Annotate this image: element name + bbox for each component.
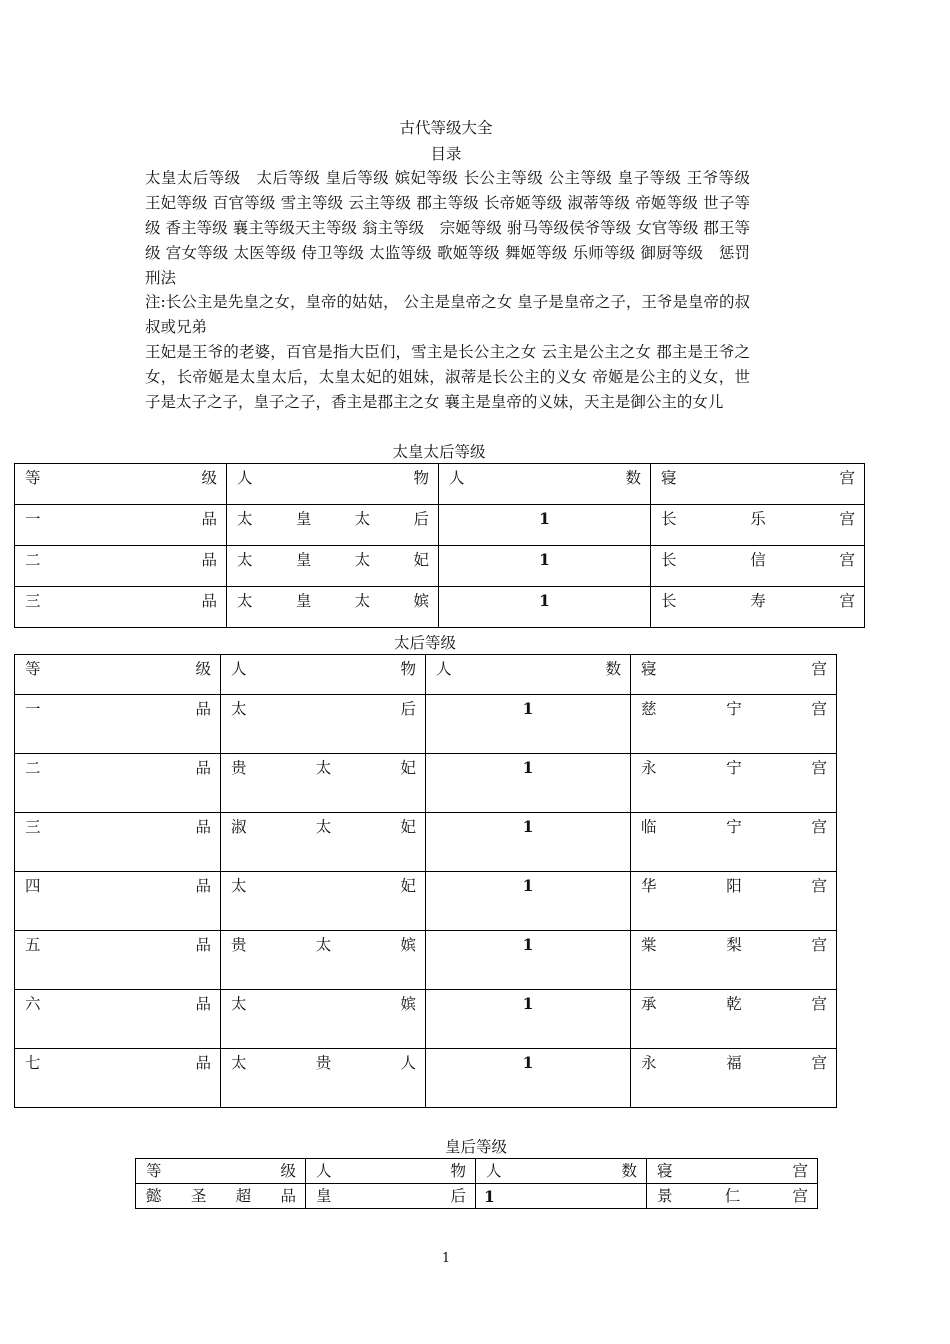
cell-text [227,546,438,570]
page-title: 古代等级大全 [399,119,493,137]
cell-text [651,587,864,611]
cell-char: 品 [195,877,211,895]
header-cell [651,464,865,505]
title-cell [227,587,439,628]
cell-char: 品 [195,759,211,777]
count-cell [426,695,631,754]
cell-char: 宫 [839,592,855,610]
cell-char: 太 [231,700,247,718]
header-cell [306,1159,476,1184]
cell-text [221,990,425,1014]
header-cell [631,655,837,695]
header-cell [426,655,631,695]
cell-char: 太 [354,510,371,528]
cell-text [631,990,836,1014]
table-header-row [15,655,837,695]
count-value: 1 [522,876,534,895]
cell-char: 承 [641,995,657,1013]
cell-char: 品 [201,551,217,569]
table-grand-empress-dowager [14,463,865,628]
cell-text [221,655,425,679]
header-cell [476,1159,647,1184]
palace-cell [631,813,837,872]
table-header-row [15,464,865,505]
cell-char: 超 [235,1187,252,1205]
cell-char: 嫔 [400,995,416,1013]
cell-char: 物 [400,660,416,678]
count-cell [426,1049,631,1108]
cell-char: 宁 [726,759,742,777]
cell-char: 品 [195,995,211,1013]
cell-text [15,655,220,679]
cell-char: 皇 [295,592,312,610]
cell-char: 永 [641,1054,657,1072]
cell-char: 宫 [811,660,827,678]
cell-char: 六 [25,995,41,1013]
title-cell [306,1184,476,1209]
header-cell [136,1159,306,1184]
cell-text [221,754,425,778]
table-row [136,1184,818,1209]
cell-char: 宁 [726,818,742,836]
table-row [15,695,837,754]
cell-char: 慈 [641,700,657,718]
cell-char: 宫 [792,1162,808,1180]
table-header-row [136,1159,818,1184]
cell-char: 宫 [792,1187,808,1205]
rank-cell [15,990,221,1049]
cell-char: 数 [621,1162,637,1180]
header-cell [647,1159,818,1184]
cell-char: 圣 [190,1187,207,1205]
table-row [15,931,837,990]
table-row [15,813,837,872]
cell-text [631,1049,836,1073]
cell-char: 太 [354,551,371,569]
cell-char: 等 [25,469,41,487]
note-paragraph-2: 王妃是王爷的老婆，百官是指大臣们，雪主是长公主之女 云主是公主之女 郡主是王爷之女，长帝姬是太皇太后，太皇太妃的姐妹，淑蒂是长公主的义女 帝姬是公主的义女，世子是太子之子，皇子之子，香主是郡主之女 襄主是皇帝的义妹，天主是御公主的女儿 [145,343,750,411]
cell-char: 物 [413,469,429,487]
cell-char: 信 [750,551,766,569]
cell-char: 后 [400,700,416,718]
cell-char: 太 [237,592,253,610]
cell-char: 宫 [811,700,827,718]
count-value: 1 [522,758,534,777]
cell-char: 一 [25,700,41,718]
cell-char: 宫 [811,995,827,1013]
cell-char: 皇 [295,551,312,569]
palace-cell [631,754,837,813]
cell-char: 宫 [839,510,855,528]
table-empress-dowager [14,654,837,1108]
cell-char: 品 [195,700,211,718]
cell-char: 宫 [839,551,855,569]
cell-char: 太 [237,510,253,528]
cell-char: 皇 [295,510,312,528]
cell-char: 宫 [811,759,827,777]
palace-cell [631,695,837,754]
table-empress [135,1158,818,1209]
count-cell [439,587,651,628]
cell-char: 淑 [231,818,247,836]
count-value: 1 [539,509,550,528]
table-row [15,546,865,587]
cell-char: 太 [231,877,247,895]
cell-text [15,464,226,488]
cell-text [647,1159,817,1181]
toc-body: 太皇太后等级 太后等级 皇后等级 嫔妃等级 长公主等级 公主等级 皇子等级 王爷等级 王妃等级 百官等级 雪主等级 云主等级 郡主等级 长帝姬等级 淑蒂等级 帝姬等级 世子等级 香主等级 襄主等级天主等级 翁主等级 宗姬等级 驸马等级侯爷等级 女官等级 郡王等级 宫女等级 太医等级 侍卫等级 太监等级 歌姬等级 舞姬等级 乐师等级 御厨等级 惩罚刑法 [145,169,750,287]
cell-char: 四 [25,877,41,895]
cell-char: 人 [316,1162,332,1180]
cell-char: 梨 [726,936,742,954]
table-row [15,754,837,813]
cell-char: 福 [726,1054,742,1072]
palace-cell [651,546,865,587]
cell-char: 品 [280,1187,296,1205]
cell-text [136,1184,305,1206]
cell-char: 皇 [316,1187,332,1205]
header-cell [439,464,651,505]
cell-char: 七 [25,1054,41,1072]
count-value: 1 [522,935,534,954]
cell-text [221,695,425,719]
count-value: 1 [539,550,550,569]
cell-char: 华 [641,877,657,895]
rank-cell [15,587,227,628]
cell-char: 太 [231,1054,247,1072]
cell-text [15,990,220,1014]
cell-char: 太 [315,759,332,777]
table-row [15,1049,837,1108]
header-cell [15,655,221,695]
cell-char: 级 [195,660,211,678]
cell-text [631,655,836,679]
palace-cell [647,1184,818,1209]
title-cell [221,872,426,931]
cell-text [306,1159,475,1181]
cell-text [221,1049,425,1073]
title-cell [221,990,426,1049]
cell-char: 太 [354,592,371,610]
cell-char: 太 [315,936,332,954]
header-cell [227,464,439,505]
cell-char: 后 [413,510,429,528]
cell-text [651,546,864,570]
section-title-grand-empress-dowager: 太皇太后等级 [392,443,486,461]
cell-char: 嫔 [400,936,416,954]
cell-char: 妃 [400,759,416,777]
rank-cell [15,505,227,546]
cell-char: 临 [641,818,657,836]
cell-text [15,872,220,896]
cell-char: 寿 [750,592,766,610]
cell-char: 长 [661,551,677,569]
cell-char: 品 [195,1054,211,1072]
cell-text [647,1184,817,1206]
title-cell [221,931,426,990]
cell-char: 妃 [413,551,429,569]
cell-char: 宫 [811,877,827,895]
note-paragraph-1: 注:长公主是先皇之女，皇帝的姑姑， 公主是皇帝之女 皇子是皇帝之子，王爷是皇帝的叔叔或兄弟 [145,293,750,336]
cell-text [631,813,836,837]
cell-char: 贵 [231,936,247,954]
cell-char: 妃 [400,877,416,895]
cell-char: 仁 [724,1187,741,1205]
cell-text [227,464,438,488]
cell-char: 贵 [231,759,247,777]
section-title-empress-dowager: 太后等级 [393,634,456,652]
cell-text [15,505,226,529]
count-cell [439,546,651,587]
count-cell [426,872,631,931]
rank-cell [15,1049,221,1108]
cell-text [221,931,425,955]
header-cell [15,464,227,505]
title-cell [221,1049,426,1108]
cell-char: 物 [450,1162,466,1180]
rank-cell [136,1184,306,1209]
cell-char: 懿 [146,1187,162,1205]
cell-text [631,872,836,896]
cell-char: 一 [25,510,41,528]
cell-text [221,872,425,896]
palace-cell [651,505,865,546]
cell-char: 人 [486,1162,502,1180]
cell-text [15,931,220,955]
count-value: 1 [522,817,534,836]
cell-text [631,931,836,955]
cell-char: 阳 [726,877,742,895]
title-cell [227,546,439,587]
rank-cell [15,546,227,587]
count-cell [426,813,631,872]
palace-cell [631,872,837,931]
cell-text [306,1184,475,1206]
count-cell [426,931,631,990]
cell-char: 后 [450,1187,466,1205]
cell-char: 五 [25,936,41,954]
table-row [15,872,837,931]
rank-cell [15,931,221,990]
cell-char: 寝 [657,1162,673,1180]
cell-char: 长 [661,592,677,610]
cell-text [227,587,438,611]
cell-char: 宫 [811,818,827,836]
count-value: 1 [522,994,534,1013]
cell-char: 品 [201,510,217,528]
rank-cell [15,872,221,931]
cell-char: 品 [201,592,217,610]
count-value: 1 [539,591,550,610]
cell-text [15,1049,220,1073]
cell-text [631,695,836,719]
cell-char: 太 [231,995,247,1013]
table-row [15,505,865,546]
header-cell [221,655,426,695]
cell-char: 人 [436,660,452,678]
cell-text [15,587,226,611]
cell-char: 品 [195,818,211,836]
cell-text [15,813,220,837]
count-value: 1 [522,1053,534,1072]
cell-char: 贵 [315,1054,332,1072]
cell-text [631,754,836,778]
cell-char: 宫 [811,1054,827,1072]
cell-text [651,464,864,488]
table-row [15,587,865,628]
cell-text [136,1159,305,1181]
cell-text [439,464,650,488]
palace-cell [651,587,865,628]
title-cell [221,813,426,872]
cell-char: 人 [237,469,253,487]
cell-char: 三 [25,592,41,610]
cell-char: 二 [25,759,41,777]
palace-cell [631,931,837,990]
cell-char: 太 [315,818,332,836]
title-cell [221,754,426,813]
count-cell [476,1184,647,1209]
cell-char: 等 [146,1162,162,1180]
cell-char: 人 [449,469,465,487]
cell-text [426,655,630,679]
cell-char: 宁 [726,700,742,718]
cell-char: 景 [657,1187,673,1205]
page-number: 1 [441,1251,451,1266]
cell-char: 级 [201,469,217,487]
cell-char: 宫 [839,469,855,487]
cell-char: 永 [641,759,657,777]
toc-heading: 目录 [430,145,462,163]
palace-cell [631,990,837,1049]
cell-text [476,1159,646,1181]
cell-text [227,505,438,529]
cell-char: 人 [231,660,247,678]
cell-char: 宫 [811,936,827,954]
cell-char: 人 [400,1054,416,1072]
cell-text [15,546,226,570]
cell-char: 级 [280,1162,296,1180]
cell-text [15,695,220,719]
count-cell [426,990,631,1049]
cell-char: 乾 [726,995,742,1013]
cell-char: 等 [25,660,41,678]
cell-char: 二 [25,551,41,569]
cell-char: 妃 [400,818,416,836]
cell-text [651,505,864,529]
cell-char: 寝 [641,660,657,678]
cell-char: 乐 [750,510,766,528]
count-cell [426,754,631,813]
palace-cell [631,1049,837,1108]
rank-cell [15,754,221,813]
cell-char: 寝 [661,469,677,487]
cell-char: 棠 [641,936,657,954]
cell-char: 太 [237,551,253,569]
count-cell [439,505,651,546]
table-row [15,990,837,1049]
title-cell [221,695,426,754]
cell-char: 数 [605,660,621,678]
cell-char: 数 [625,469,641,487]
section-title-empress: 皇后等级 [444,1138,507,1156]
cell-text [221,813,425,837]
count-value: 1 [522,699,534,718]
title-cell [227,505,439,546]
cell-char: 品 [195,936,211,954]
count-value: 1 [484,1187,495,1206]
rank-cell [15,695,221,754]
rank-cell [15,813,221,872]
cell-char: 嫔 [413,592,429,610]
cell-text [15,754,220,778]
cell-char: 长 [661,510,677,528]
cell-char: 三 [25,818,41,836]
